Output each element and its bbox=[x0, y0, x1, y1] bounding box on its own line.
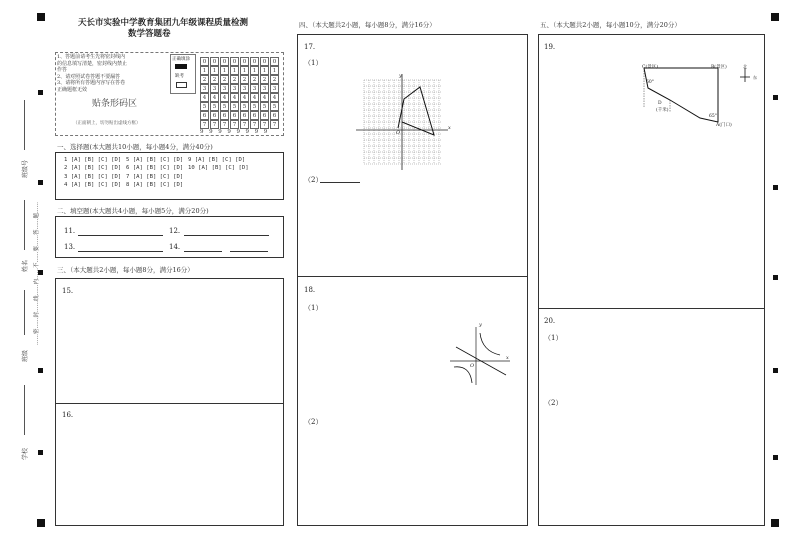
compass-north-label: 北 bbox=[743, 64, 747, 69]
choice-column bbox=[188, 156, 249, 173]
q15-label: 15. bbox=[62, 287, 74, 295]
q17-origin-label: O bbox=[396, 130, 401, 136]
instructions bbox=[57, 54, 157, 94]
q20-part1-label: （1） bbox=[544, 334, 563, 342]
instruction-line: 3、请将所有答题内容写在答卷 bbox=[57, 80, 126, 87]
q19-point-a-label: A(门口) bbox=[716, 123, 732, 128]
q17-part2-label: （2） bbox=[304, 176, 323, 184]
compass-east-label: 东 bbox=[753, 75, 757, 80]
seal-line-text: ……密……封……线……内……不……要……答……题…… bbox=[34, 201, 40, 345]
registration-mark-bottom-left bbox=[37, 519, 45, 527]
section5-title: 五、（本大题共2小题，每小题10分，满分20分） bbox=[540, 21, 681, 29]
registration-mark-top-left bbox=[37, 13, 45, 21]
barcode-area-label: 贴条形码区 bbox=[92, 99, 138, 109]
timing-mark bbox=[38, 180, 43, 185]
choice-row[interactable]: 7 [A] [B] [C] [D] bbox=[126, 173, 184, 180]
q17-y-axis-label: y bbox=[399, 73, 402, 79]
timing-mark bbox=[38, 90, 43, 95]
registration-mark-bottom-right bbox=[771, 519, 779, 527]
class-number-line bbox=[24, 100, 25, 150]
instruction-line: 2、请对照试卷答题不要漏答 bbox=[57, 73, 121, 80]
q18-x-axis-label: x bbox=[506, 355, 509, 361]
timing-mark bbox=[38, 368, 43, 373]
timing-mark bbox=[773, 185, 778, 190]
choice-row[interactable]: 3 [A] [B] [C] [D] bbox=[64, 173, 122, 180]
correct-fill-label: 正确填涂 bbox=[172, 57, 190, 62]
exam-number-grid: 0 1 2 3 4 5 6 7 0 1 2 3 4 5 6 7 0 1 2 3 4 5 6 7 0 1 2 3 4 5 6 7 0 1 2 3 4 5 6 7 0 1 2 3 4 5 6 7 0 1 2 3 4 5 6 7 0 1 2 3 4 5 6 7 bbox=[200, 57, 282, 136]
q17-polygon bbox=[398, 87, 434, 135]
name-line bbox=[24, 200, 25, 250]
hyperbola-branch-2 bbox=[454, 367, 472, 383]
q18-part2-label: （2） bbox=[304, 418, 323, 426]
q12-answer-line[interactable] bbox=[184, 235, 269, 236]
q17-part2-answer-line[interactable] bbox=[320, 182, 360, 183]
choice-column bbox=[64, 156, 121, 190]
q19-point-b-label: B(景区) bbox=[711, 65, 727, 70]
q12-label: 12. bbox=[169, 227, 181, 235]
section4-title: 四、（本大题共2小题，每小题8分，满分16分） bbox=[299, 21, 436, 29]
q19-point-d-label: D bbox=[658, 101, 662, 106]
section3-title: 三、（本大题共2小题，每小题8分，满分16分） bbox=[57, 266, 194, 274]
q19-label: 19. bbox=[544, 43, 556, 51]
barcode-area-note: （正面朝上，切勿贴出虚线方框） bbox=[73, 121, 141, 126]
instruction-line: 作答 bbox=[57, 67, 68, 74]
hyperbola-branch-1 bbox=[480, 333, 500, 355]
choice-row[interactable]: 2 [A] [B] [C] [D] bbox=[64, 165, 122, 172]
q13-label: 13. bbox=[64, 243, 76, 251]
q20-part2-label: （2） bbox=[544, 399, 563, 407]
q11-answer-line[interactable] bbox=[78, 235, 163, 236]
q18-part1-label: （1） bbox=[304, 304, 323, 312]
missing-checkbox[interactable] bbox=[176, 82, 187, 88]
section2-title: 二、填空题(本大题共4小题，每小题5分，满分20分) bbox=[57, 207, 209, 215]
timing-mark bbox=[773, 455, 778, 460]
q11-label: 11. bbox=[64, 227, 76, 235]
q19-angle2-label: 65° bbox=[709, 114, 717, 119]
choice-row[interactable]: 1 [A] [B] [C] [D] bbox=[64, 157, 122, 163]
q17-x-axis-label: x bbox=[448, 125, 451, 131]
q20-answer-box[interactable] bbox=[538, 308, 765, 526]
exam-title: 天长市实验中学教育集团九年级课程质量检测 bbox=[78, 18, 249, 28]
name-label: 姓名 bbox=[22, 259, 29, 272]
registration-mark-top-right bbox=[771, 13, 779, 21]
class-label: 班级 bbox=[22, 349, 29, 362]
timing-mark bbox=[773, 275, 778, 280]
school-label: 学校 bbox=[22, 447, 29, 460]
q18-label: 18. bbox=[304, 286, 316, 294]
choice-row[interactable]: 5 [A] [B] [C] [D] bbox=[126, 157, 184, 163]
class-line bbox=[24, 290, 25, 335]
q18-answer-box[interactable] bbox=[297, 276, 528, 526]
q15-answer-box[interactable] bbox=[55, 278, 284, 404]
q18-function-graph bbox=[450, 325, 512, 387]
class-number-label: 班级号 bbox=[22, 159, 29, 178]
school-line bbox=[24, 385, 25, 435]
timing-mark bbox=[773, 95, 778, 100]
q16-answer-box[interactable] bbox=[55, 403, 284, 526]
q17-coordinate-grid bbox=[364, 80, 444, 170]
q19-point-c-label: C(景区) bbox=[642, 65, 658, 70]
route-path bbox=[644, 68, 718, 122]
timing-mark bbox=[773, 368, 778, 373]
choice-row[interactable]: 6 [A] [B] [C] [D] bbox=[126, 165, 184, 172]
choice-row[interactable]: 10 [A] [B] [C] [D] bbox=[188, 165, 249, 172]
choice-column bbox=[126, 156, 183, 190]
q14-answer-line-2[interactable] bbox=[230, 251, 268, 252]
q19-angle-label: 60° bbox=[646, 80, 654, 85]
missing-label: 缺考 bbox=[175, 74, 184, 79]
q20-label: 20. bbox=[544, 317, 556, 325]
q13-answer-line[interactable] bbox=[78, 251, 163, 252]
q18-y-axis-label: y bbox=[479, 322, 482, 328]
choice-row[interactable]: 8 [A] [B] [C] [D] bbox=[126, 182, 184, 189]
timing-mark bbox=[38, 450, 43, 455]
q16-label: 16. bbox=[62, 411, 74, 419]
q17-part1-label: （1） bbox=[304, 59, 323, 67]
instruction-line: 正确题框无效 bbox=[57, 86, 88, 93]
q14-answer-line[interactable] bbox=[184, 251, 222, 252]
instruction-line: 1、答题前请考生先将密封线内 bbox=[57, 54, 126, 60]
q19-distance-label: (千米) bbox=[656, 108, 669, 113]
q17-label: 17. bbox=[304, 43, 316, 51]
exam-number-grid-bottom: 99999999 bbox=[200, 129, 273, 135]
choice-row[interactable]: 9 [A] [B] [C] [D] bbox=[188, 157, 246, 163]
instruction-line: 的信息填写清楚，密封线内禁止 bbox=[57, 60, 128, 67]
section1-title: 一、选择题(本大题共10小题，每小题4分，满分40分) bbox=[57, 143, 213, 151]
q18-origin-label: O bbox=[470, 363, 475, 369]
exam-subtitle: 数学答题卷 bbox=[128, 29, 171, 39]
correct-fill-sample bbox=[175, 64, 187, 69]
choice-row[interactable]: 4 [A] [B] [C] [D] bbox=[64, 182, 122, 189]
q14-label: 14. bbox=[169, 243, 181, 251]
